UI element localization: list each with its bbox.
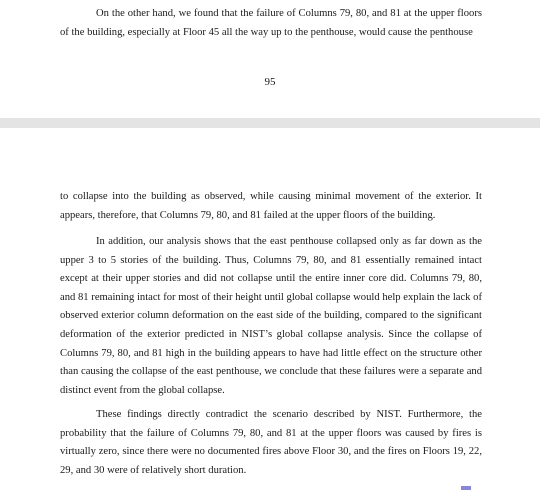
- document-page-bottom: [0, 128, 540, 490]
- scroll-position-marker[interactable]: [461, 486, 471, 490]
- document-page-top: [0, 0, 540, 118]
- paragraph-continuation: to collapse into the building as observed, while causing minimal movement of the exterior. It appears, therefore, that Columns 79, 80, and 81 failed at the upper floors of the building.: [60, 191, 482, 221]
- paragraph-analysis: In addition, our analysis shows that the east penthouse collapsed only as far down as the upper 3 to 5 stories of the building. Thus, Columns 79, 80, and 81 essentially remained intact except at their upper stories and did not collapse until the entire inner core did. Columns 79, 80, and 81 remaining intact for most of their height until global collapse would help explain the lack of observed exterior column deformation on the east side of the building, compared to the significant deformation of the exterior predicted in NIST’s global collapse analysis. Since the collapse of Columns 79, 80, and 81 high in the building appears to have had little effect on the structure other than causing the collapse of the east penthouse, we conclude that these failures were a separate and distinct event from the global collapse.: [60, 236, 482, 396]
- page-separator: [0, 118, 540, 128]
- page-number: 95: [264, 76, 276, 88]
- paragraph-continued: On the other hand, we found that the failure of Columns 79, 80, and 81 at the upper floors of the building, especially at Floor 45 all the way up to the penthouse, would cause the penthouse: [60, 8, 482, 38]
- paragraph-findings: These findings directly contradict the scenario described by NIST. Furthermore, the probability that the failure of Columns 79, 80, and 81 at the upper floors was caused by fires is virtually zero, since there were no documented fires above Floor 30, and the fires on Floors 19, 22, 29, and 30 were of relatively short duration.: [60, 409, 482, 476]
